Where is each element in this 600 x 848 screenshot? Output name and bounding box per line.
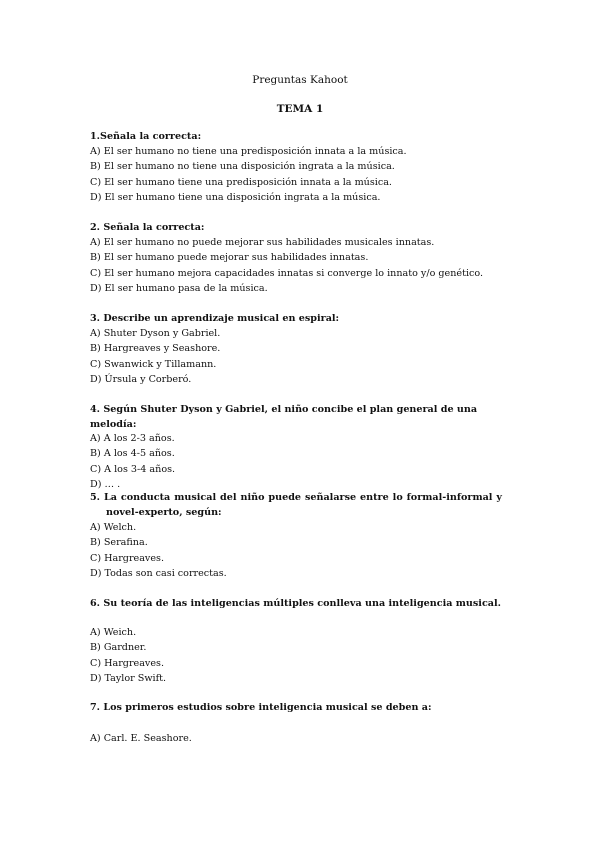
document-title: Preguntas Kahoot (252, 74, 348, 86)
option-a: A) Carl. E. Seashore. (90, 733, 192, 744)
question-5 (90, 490, 520, 581)
question-text-line2: novel-experto, según: (106, 507, 222, 518)
question-text-line1: 5. La conducta musical del niño puede señalarse entre lo formal-informal y (90, 492, 502, 503)
option-a: A) Weich. (90, 627, 137, 638)
option-b: B) Gardner. (90, 642, 147, 654)
question-4-options (90, 431, 520, 492)
option-c: C) Hargreaves. (90, 657, 165, 669)
option-b: B) A los 4-5 años. (90, 448, 175, 460)
option-b: B) Hargreaves y Seashore. (90, 343, 221, 355)
option-d: D) Taylor Swift. (90, 672, 167, 684)
option-d: D) Todas son casi correctas. (90, 567, 227, 579)
question-text: 4. Según Shuter Dyson y Gabriel, el niño concibe el plan general de una melodía: (90, 404, 478, 430)
option-a: A) El ser humano no puede mejorar sus habilidades musicales innatas. (90, 237, 435, 248)
question-7-options (90, 731, 520, 746)
question-4 (90, 402, 520, 432)
option-c: C) Swanwick y Tillamann. (90, 358, 217, 370)
option-a: A) El ser humano no tiene una predisposición innata a la música. (90, 146, 407, 157)
option-c: C) Hargreaves. (90, 552, 165, 564)
question-text: 6. Su teoría de las inteligencias múltiples conlleva una inteligencia musical. (90, 598, 501, 609)
option-a: A) Welch. (90, 522, 137, 533)
question-6-options (90, 625, 520, 686)
option-c: C) A los 3-4 años. (90, 463, 176, 475)
option-d: D) El ser humano pasa de la música. (90, 282, 268, 294)
question-2 (90, 220, 520, 296)
question-text: 3. Describe un aprendizaje musical en espiral: (90, 313, 340, 324)
section-title: TEMA 1 (276, 103, 324, 115)
question-text: 7. Los primeros estudios sobre inteligencia musical se deben a: (90, 702, 432, 713)
option-c: C) El ser humano mejora capacidades innatas si converge lo innato y/o genético. (90, 267, 484, 279)
question-6 (90, 596, 520, 611)
option-a: A) Shuter Dyson y Gabriel. (90, 328, 221, 339)
option-c: C) El ser humano tiene una predisposición innata a la música. (90, 176, 392, 188)
option-a: A) A los 2-3 años. (90, 433, 175, 444)
question-text: 2. Señala la correcta: (90, 222, 205, 233)
question-3 (90, 311, 520, 387)
question-7 (90, 700, 520, 715)
option-b: B) El ser humano no tiene una disposición ingrata a la música. (90, 161, 395, 173)
option-b: B) Serafina. (90, 537, 148, 549)
option-d: D) El ser humano tiene una disposición ingrata a la música. (90, 191, 381, 203)
option-d: D) … . (90, 478, 121, 490)
option-b: B) El ser humano puede mejorar sus habilidades innatas. (90, 252, 369, 264)
question-1 (90, 129, 520, 205)
question-text: 1.Señala la correcta: (90, 131, 202, 142)
option-d: D) Úrsula y Corberó. (90, 373, 192, 385)
